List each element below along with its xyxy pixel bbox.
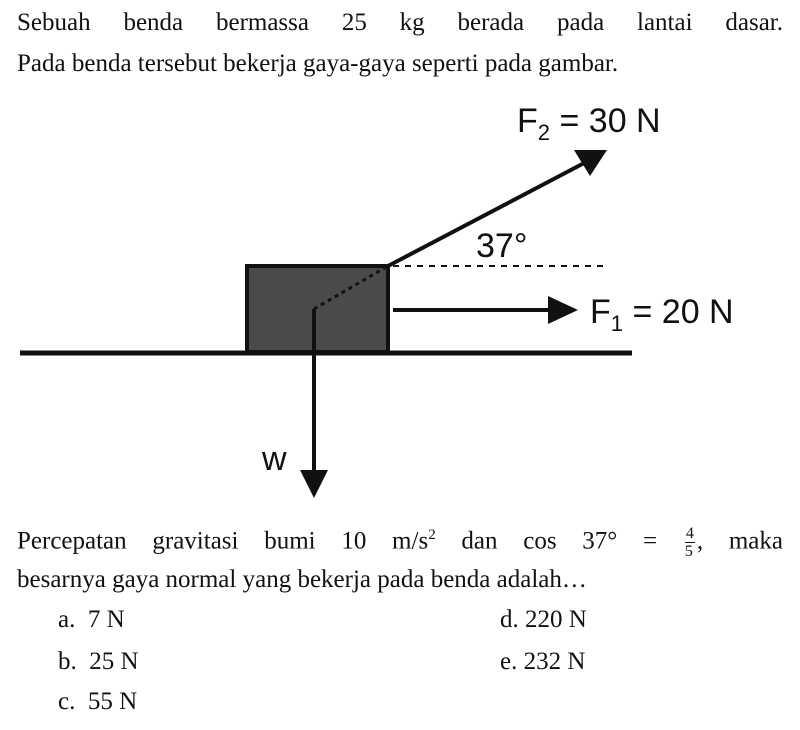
mass-block <box>247 266 388 352</box>
fraction: $\frac{4}{5}$ <box>684 525 694 561</box>
option-e[interactable]: e. 232 N <box>500 648 586 675</box>
force-f1-arrowhead <box>548 296 578 324</box>
weight-label: w <box>262 440 287 478</box>
option-c[interactable]: c. 55 N <box>58 688 138 715</box>
f1-label: $F_1 = 20$ N <box>590 293 734 336</box>
f2-label: $F_2 = 30$ N <box>517 102 661 145</box>
force-diagram <box>0 90 800 510</box>
force-f2-arrowhead <box>574 150 607 176</box>
problem-intro-line-1: Sebuah benda bermassa 25 kg berada pada lantai dasar. <box>17 9 783 36</box>
option-d[interactable]: d. 220 N <box>500 606 587 633</box>
question-line-2: besarnya gaya normal yang bekerja pada benda adalah… <box>17 566 587 593</box>
angle-label: 37° <box>476 227 528 265</box>
question-line-1: Percepatan gravitasi bumi 10 $m/s^2$ dan cos 37° = $\frac{4}{5}$ , maka <box>17 525 783 561</box>
option-b[interactable]: b. 25 N <box>58 648 139 675</box>
weight-arrowhead <box>300 470 328 498</box>
problem-intro-line-2: Pada benda tersebut bekerja gaya-gaya seperti pada gambar. <box>17 50 619 77</box>
option-a[interactable]: a. 7 N <box>58 606 125 633</box>
